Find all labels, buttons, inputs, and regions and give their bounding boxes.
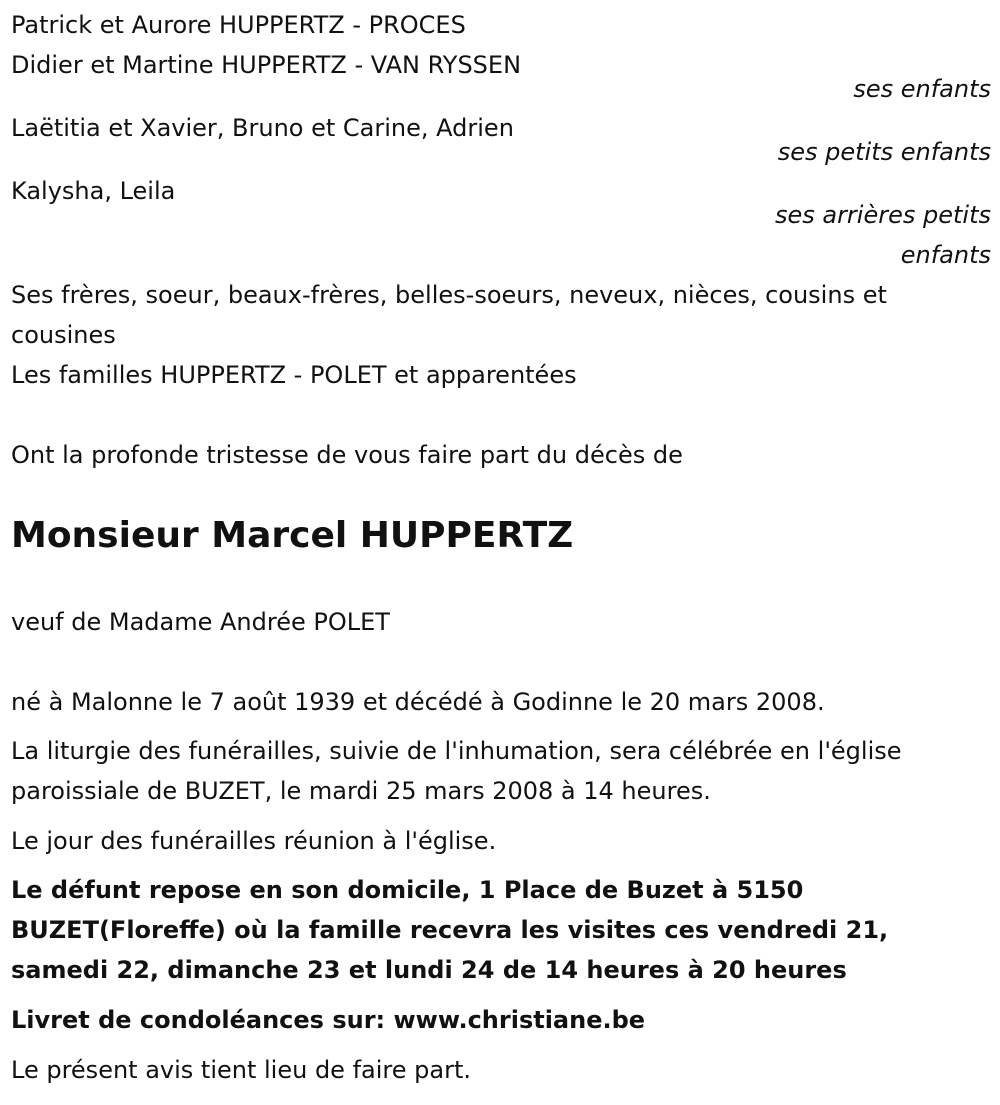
visitation-paragraph: Le défunt repose en son domicile, 1 Place de Buzet à 5150 BUZET(Floreffe) où la famille recevra les visites ces vendredi 21, samedi 22, dimanche 23 et lundi 24 de 14 heures à 20 heures xyxy=(11,876,889,984)
condolences-line: Livret de condoléances sur: www.christiane.be xyxy=(11,1006,646,1034)
children-line-1: Patrick et Aurore HUPPERTZ - PROCES xyxy=(11,11,466,39)
meeting-line: Le jour des funérailles réunion à l'église. xyxy=(11,827,497,855)
widower-line: veuf de Madame Andrée POLET xyxy=(11,608,390,636)
great-grandchildren-role-1: ses arrières petits xyxy=(774,201,991,229)
grandchildren-role: ses petits enfants xyxy=(777,138,991,166)
closing-line: Le présent avis tient lieu de faire part. xyxy=(11,1056,471,1084)
children-line-2: Didier et Martine HUPPERTZ - VAN RYSSEN xyxy=(11,51,522,79)
families-line: Les familles HUPPERTZ - POLET et apparentées xyxy=(11,361,577,389)
announcement: Ont la profonde tristesse de vous faire part du décès de xyxy=(11,441,683,469)
birth-death-line: né à Malonne le 7 août 1939 et décédé à Godinne le 20 mars 2008. xyxy=(11,688,825,716)
liturgy-paragraph: La liturgie des funérailles, suivie de l'inhumation, sera célébrée en l'église paroissiale de BUZET, le mardi 25 mars 2008 à 14 heures. xyxy=(11,737,902,805)
siblings-line: Ses frères, soeur, beaux-frères, belles-soeurs, neveux, nièces, cousins et cousines xyxy=(11,281,887,349)
great-grandchildren-line: Kalysha, Leila xyxy=(11,177,176,205)
great-grandchildren-role-2: enfants xyxy=(900,241,991,269)
children-role: ses enfants xyxy=(853,75,991,103)
grandchildren-line: Laëtitia et Xavier, Bruno et Carine, Adrien xyxy=(11,114,514,142)
deceased-name: Monsieur Marcel HUPPERTZ xyxy=(11,515,574,556)
